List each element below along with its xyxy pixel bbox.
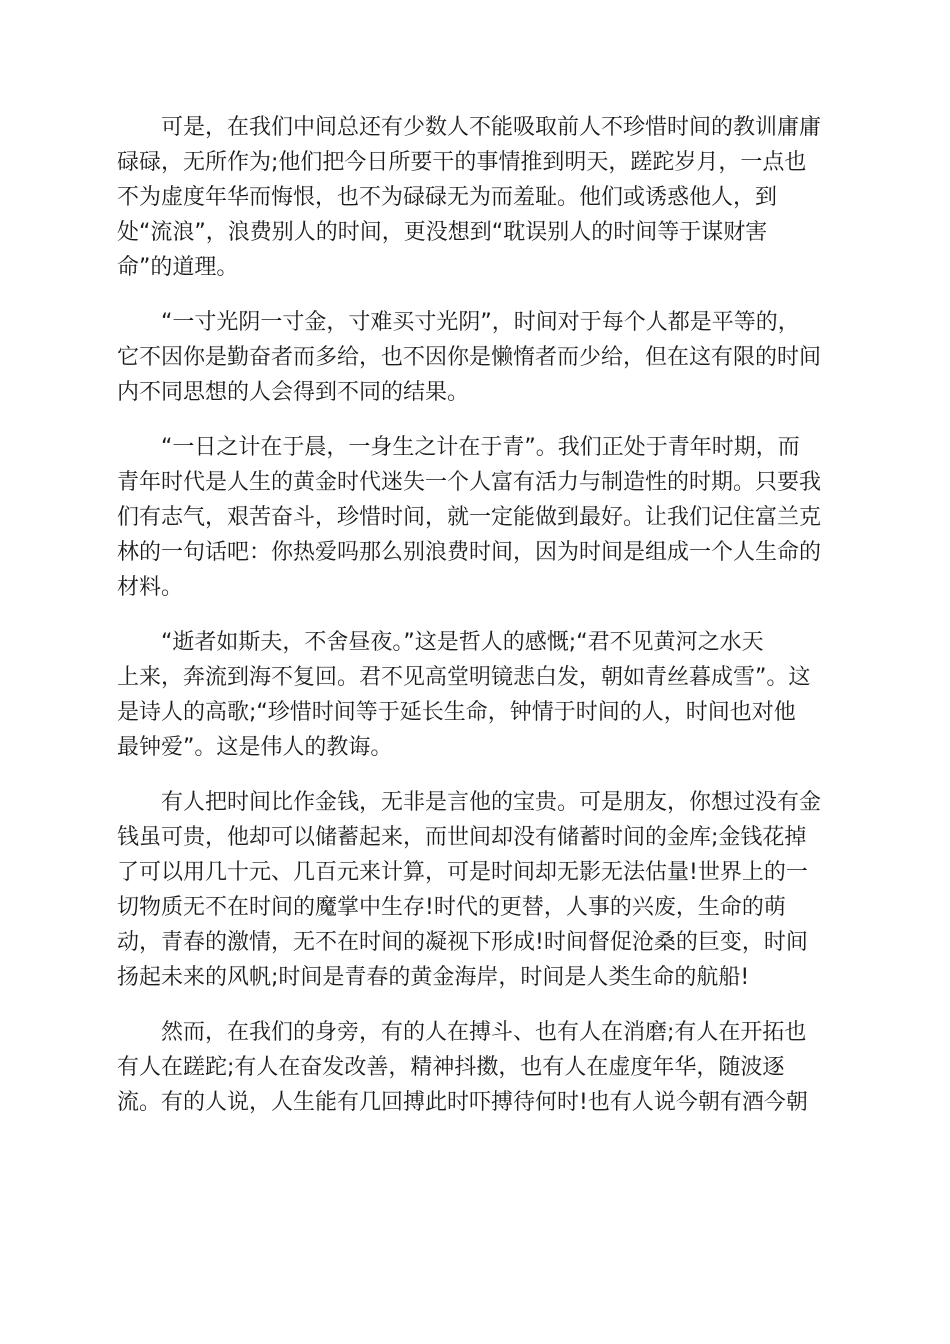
paragraph-line: 可是，在我们中间总还有少数人不能吸取前人不珍惜时间的教训庸庸 — [161, 115, 822, 140]
paragraph-5 — [117, 785, 837, 995]
paragraph-line: 有人在蹉跎;有人在奋发改善，精神抖擞，也有人在虚度年华，随波逐 — [117, 1055, 785, 1080]
paragraph-line: “一日之计在于晨，一身生之计在于青”。我们正处于青年时期，而 — [161, 435, 800, 460]
paragraph-line: 它不因你是勤奋者而多给，也不因你是懒惰者而少给，但在这有限的时间 — [117, 345, 822, 370]
paragraph-line: 了可以用几十元、几百元来计算，可是时间却无影无法估量!世界上的一 — [117, 860, 808, 885]
paragraph-line: “一寸光阴一寸金，寸难买寸光阴”，时间对于每个人都是平等的， — [161, 310, 800, 335]
paragraph-line: 扬起未来的风帆;时间是青春的黄金海岸，时间是人类生命的航船! — [117, 965, 750, 990]
paragraph-line: “逝者如斯夫，不舍昼夜。”这是哲人的感慨;“君不见黄河之水天 — [161, 630, 764, 655]
paragraph-6 — [117, 1015, 837, 1120]
paragraph-line: 有人把时间比作金钱，无非是言他的宝贵。可是朋友，你想过没有金 — [161, 790, 822, 815]
paragraph-line: 处“流浪”，浪费别人的时间，更没想到“耽误别人的时间等于谋财害 — [117, 220, 768, 245]
paragraph-4 — [117, 625, 837, 765]
paragraph-line: 材料。 — [117, 575, 184, 600]
paragraph-line: 是诗人的高歌;“珍惜时间等于延长生命，钟情于时间的人，时间也对他 — [117, 700, 796, 725]
paragraph-line: 流。有的人说，人生能有几回搏此时吓搏待何时!也有人说今朝有酒今朝 — [117, 1090, 808, 1115]
document-body — [117, 110, 837, 1140]
paragraph-line: 然而，在我们的身旁，有的人在搏斗、也有人在消磨;有人在开拓也 — [161, 1020, 807, 1045]
paragraph-line: 钱虽可贵，他却可以储蓄起来，而世间却没有储蓄时间的金库;金钱花掉 — [117, 825, 807, 850]
paragraph-line: 切物质无不在时间的魔掌中生存!时代的更替，人事的兴废，生命的萌 — [117, 895, 786, 920]
paragraph-line: 内不同思想的人会得到不同的结果。 — [117, 380, 470, 405]
paragraph-line: 们有志气，艰苦奋斗，珍惜时间，就一定能做到最好。让我们记住富兰克 — [117, 505, 822, 530]
paragraph-line: 林的一句话吧：你热爱吗那么别浪费时间，因为时间是组成一个人生命的 — [117, 540, 822, 565]
paragraph-line: 青年时代是人生的黄金时代迷失一个人富有活力与制造性的时期。只要我 — [117, 470, 822, 495]
paragraph-line: 命”的道理。 — [117, 255, 239, 280]
paragraph-line: 碌碌，无所作为;他们把今日所要干的事情推到明天，蹉跎岁月，一点也 — [117, 150, 807, 175]
paragraph-line: 不为虚度年华而悔恨，也不为碌碌无为而羞耻。他们或诱惑他人，到 — [117, 185, 778, 210]
paragraph-2 — [117, 305, 837, 410]
paragraph-line: 上来，奔流到海不复回。君不见高堂明镜悲白发，朝如青丝暮成雪”。这 — [117, 665, 811, 690]
paragraph-1 — [117, 110, 837, 285]
paragraph-line: 最钟爱”。这是伟人的教诲。 — [117, 735, 393, 760]
paragraph-line: 动，青春的激情，无不在时间的凝视下形成!时间督促沧桑的巨变，时间 — [117, 930, 808, 955]
paragraph-3 — [117, 430, 837, 605]
